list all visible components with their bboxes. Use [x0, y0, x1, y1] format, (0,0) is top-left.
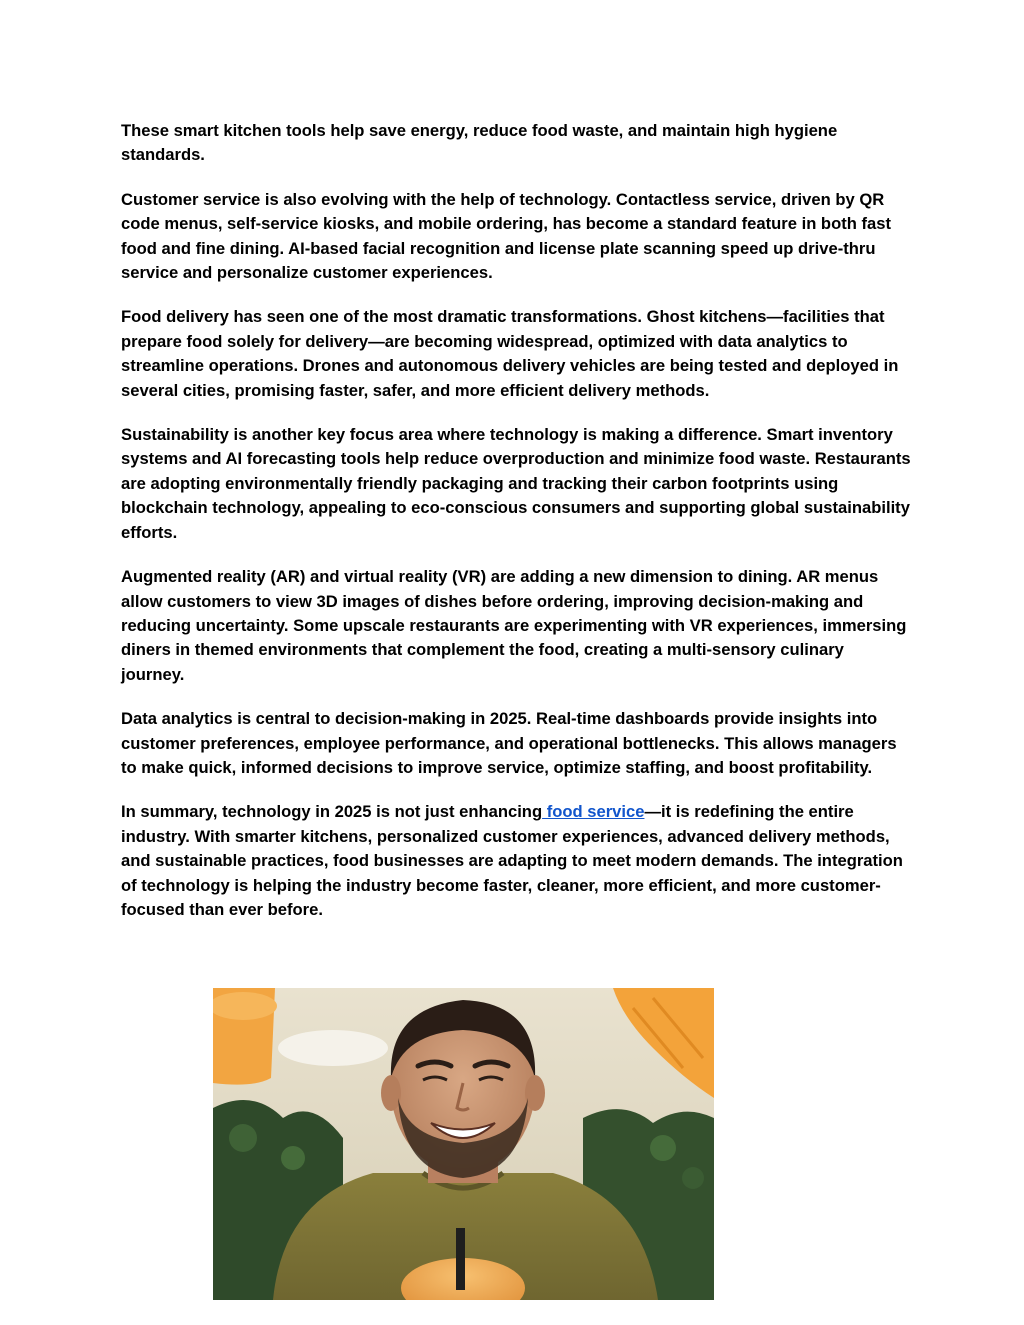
paragraph-customer-service: Customer service is also evolving with the help of technology. Contactless service, driven by QR code menus, self-service kiosks, and mobile ordering, has become a standard feature in both fast food and fine dining. AI-based facial recognition and license plate scanning speed up drive-thru service and personalize customer experiences. [121, 189, 891, 283]
food-service-link[interactable]: food service [542, 802, 645, 822]
paragraph-summary [121, 800, 911, 922]
summary-text-start: In summary, technology in 2025 is not just enhancing [121, 802, 543, 822]
black-straw [456, 1228, 465, 1290]
paragraph-sustainability: Sustainability is another key focus area where technology is making a difference. Smart inventory systems and AI forecasting tools help reduce overproduction and minimize food waste. Restaurants are adopting environmentally friendly packaging and tracking their carbon footprints using blockchain technology, appealing to eco-conscious consumers and supporting global sustainability efforts. [121, 425, 911, 542]
article-body [121, 119, 911, 942]
photo-illustration [213, 988, 714, 1300]
summary-text-end: —it is redefining the entire industry. With smarter kitchens, personalized customer experiences, advanced delivery methods, and sustainable practices, food businesses are adapting to meet modern demands. The integration of technology is helping the industry become faster, cleaner, more efficient, and more customer-focused than ever before. [121, 802, 903, 919]
paragraph-food-delivery: Food delivery has seen one of the most dramatic transformations. Ghost kitchens—facilities that prepare food solely for delivery—are becoming widespread, optimized with data analytics to streamline operations. Drones and autonomous delivery vehicles are being tested and deployed in several cities, promising faster, safer, and more efficient delivery methods. [121, 307, 899, 400]
paragraph-data-analytics: Data analytics is central to decision-making in 2025. Real-time dashboards provide insights into customer preferences, employee performance, and operational bottlenecks. This allows managers to make quick, informed decisions to improve service, optimize staffing, and boost profitability. [121, 709, 897, 777]
smiling-man-photo [213, 988, 714, 1300]
paragraph-ar-vr: Augmented reality (AR) and virtual reality (VR) are adding a new dimension to dining. AR menus allow customers to view 3D images of dishes before ordering, improving decision-making and reducing uncertainty. Some upscale restaurants are experimenting with VR experiences, immersing diners in themed environments that complement the food, creating a multi-sensory culinary journey. [121, 567, 907, 684]
paragraph-kitchen-tools: These smart kitchen tools help save energy, reduce food waste, and maintain high hygiene standards. [121, 121, 838, 165]
